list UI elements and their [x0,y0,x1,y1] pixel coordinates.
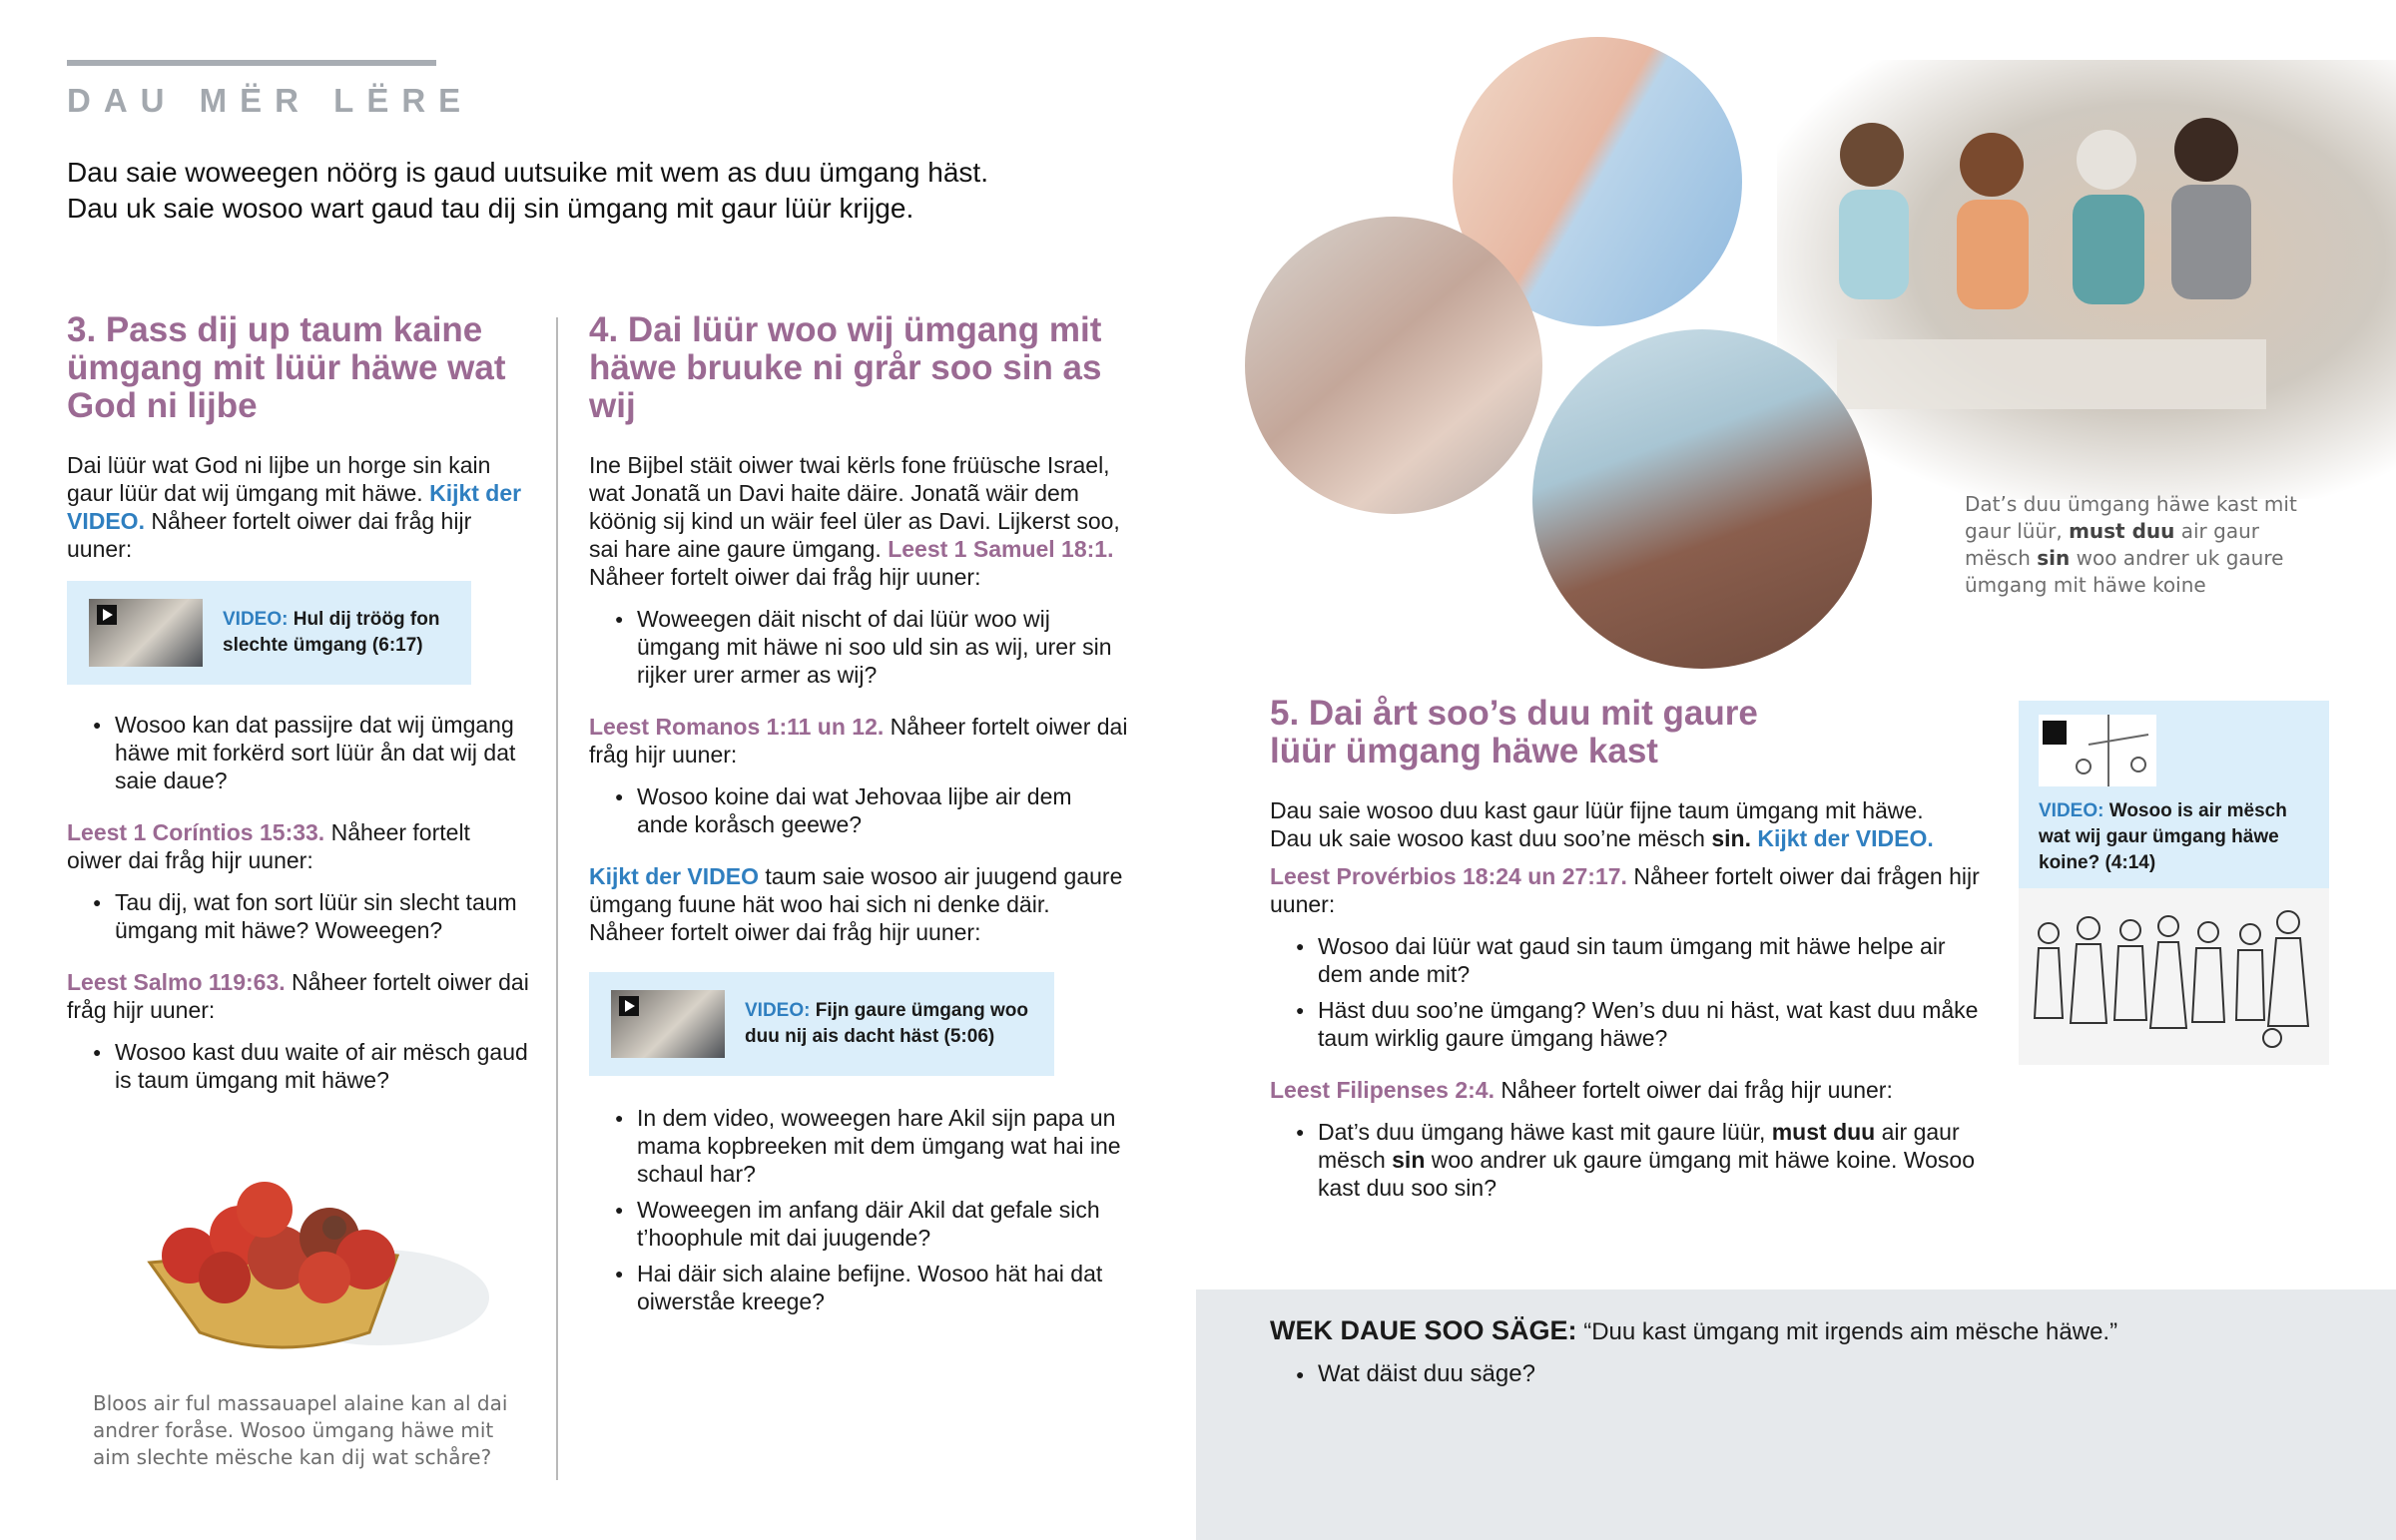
question-item: ● Wosoo kan dat passijre dat wij ümgang häwe mit forkërd sort lüür ån dat wij dat saie daue? [67,711,531,794]
watch-video-link[interactable]: Kijkt der VIDEO. [1757,825,1934,851]
scripture-reference: Leest Romanos 1:11 un 12. Nåheer fortelt oiwer dai fråg hijr uuner: [589,714,1128,768]
video-card-section-3[interactable] [67,581,471,685]
people-line-drawing [2019,888,2329,1065]
question-item: ● Hai däir sich alaine befijne. Wosoo hät hai dat oiwerståe kreege? [589,1260,1128,1315]
section-label: DAU MËR LËRE [67,82,474,119]
question-list [589,782,1128,838]
scripture-link[interactable]: Leest 1 Coríntios 15:33. [67,819,325,845]
question-list [589,605,1128,689]
quote-line [1270,1315,2368,1347]
group-photo [1777,60,2396,499]
video-prefix: VIDEO: [223,609,289,630]
scripture-reference: Leest 1 Coríntios 15:33. Nåheer fortelt oiwer dai fråg hijr uuner: [67,819,470,873]
video-card-text [745,998,1032,1050]
video-card-section-5[interactable] [2019,701,2329,1065]
section-5 [1270,695,1984,1226]
intro-text [67,155,1165,227]
quote-text: “Duu kast ümgang mit irgends aim mësche häwe.” [1583,1318,2118,1345]
scripture-link[interactable]: Leest Salmo 119:63. [67,969,286,995]
question-list [1270,1118,1984,1202]
video-prefix: VIDEO: [745,1000,811,1021]
question-item: ● Tau dij, wat fon sort lüür sin slecht taum ümgang mit häwe? Woweegen? [67,888,531,944]
video-card-text [2039,798,2313,876]
scripture-link[interactable]: Leest Filipenses 2:4. [1270,1077,1495,1103]
section-5-paragraph: Dau saie wosoo duu kast gaur lüür fijne taum ümgang mit häwe. Dau uk saie wosoo kast duu soo’ne mësch sin. Kijkt der VIDEO. [1270,797,1934,851]
column-divider [556,317,558,1480]
question-list [1270,1359,2368,1389]
section-4 [589,311,1128,1339]
header-rule [67,60,436,66]
question-item: ● Wosoo koine dai wat Jehovaa lijbe air dem ande koråsch geewe? [589,782,1128,838]
intro-line-1: Dau saie woweegen nöörg is gaud uutsuike mit wem as duu ümgang häst. [67,157,988,188]
intro-line-2: Dau uk saie wosoo wart gaud tau dij sin ümgang mit gaur lüür krijge. [67,193,914,224]
video-thumbnail[interactable] [2039,715,2156,786]
question-item: ● Wosoo dai lüür wat gaud sin taum ümgang mit häwe helpe air dem ande mit? [1270,932,1984,988]
question-item: ● Woweegen im anfang däir Akil dat gefale sich t’hoophule mit dai juugende? [589,1196,1128,1252]
scripture-reference: Leest Provérbios 18:24 un 27:17. Nåheer fortelt oiwer dai frågen hijr uuner: [1270,863,1980,917]
section-3-paragraph: Dai lüür wat God ni lijbe un horge sin kain gaur lüür dat wij ümgang mit häwe. Kijkt der VIDEO. Nåheer fortelt oiwer dai fråg hijr uuner: [67,452,522,562]
video-thumbnail[interactable] [89,599,203,667]
question-item: ● Woweegen däit nischt of dai lüür woo wij ümgang mit häwe ni soo uld sin as wij, urer sin rijker urer armer as wij? [589,605,1128,689]
video-card-section-4[interactable] [589,972,1054,1076]
section-3-title: 3. Pass dij up taum kaine ümgang mit lüür häwe wat God ni lijbe [67,310,506,425]
question-item: ● Häst duu soo’ne ümgang? Wen’s duu ni häst, wat kast duu måke taum wirklig gaure ümgang häwe? [1270,996,1984,1052]
scripture-link[interactable]: Leest Provérbios 18:24 un 27:17. [1270,863,1627,889]
question-list [67,888,531,944]
play-icon [619,996,639,1016]
section-4-title: 4. Dai lüür woo wij ümgang mit häwe bruuke ni grår soo sin as wij [589,310,1102,425]
section-4-paragraph: Ine Bijbel stäit oiwer twai kërls fone früüsche Israel, wat Jonatã un Davi haite däire. Jonatã wäir dem köönig sij kind un wäir feel üler as Davi. Lijkerst soo, sai hare aine gaure ümgang. Leest 1 Samuel 18:1. Nåheer fortelt oiwer dai fråg hijr uuner: [589,452,1120,590]
illustration-caption: Bloos air ful massauapel alaine kan al dai andrer foråse. Wosoo ümgang häwe mit aim slechte mësche kan dij wat schåre? [93,1391,508,1469]
question-item: ● Dat’s duu ümgang häwe kast mit gaure lüür, must duu air gaur mësch sin woo andrer uk gaure ümgang mit häwe koine. Wosoo kast duu soo sin? [1270,1118,1984,1202]
question-list [589,1104,1128,1315]
scripture-reference: Leest Salmo 119:63. Nåheer fortelt oiwer dai fråg hijr uuner: [67,969,529,1023]
photo-caption: Dat’s duu ümgang häwe kast mit gaur lüür, must duu air gaur mësch sin woo andrer uk gaure ümgang mit häwe koine [1965,492,2297,597]
play-icon [97,605,117,625]
question-list [67,1038,531,1094]
quote-label: WEK DAUE SOO SÄGE: [1270,1315,1577,1345]
section-5-title: 5. Dai årt soo’s duu mit gaure lüür ümgang häwe kast [1270,694,1758,770]
scripture-link[interactable]: Leest Romanos 1:11 un 12. [589,714,885,740]
quote-block [1270,1315,2368,1413]
apple-bowl-illustration [130,1128,489,1377]
watch-video-link[interactable]: Kijkt der VIDEO [589,863,759,889]
question-item: ● Wat däist duu säge? [1270,1359,2368,1389]
video-thumbnail[interactable] [611,990,725,1058]
video-card-text [223,607,449,659]
watch-video-link[interactable]: Kijkt der VIDEO. [67,480,522,534]
video-title: Wosoo is air mësch wat wij gaur ümgang häwe koine? (4:14) [2039,800,2287,873]
question-list [67,711,531,794]
section-3 [67,311,531,1118]
question-item: ● Wosoo kast duu waite of air mësch gaud is taum ümgang mit häwe? [67,1038,531,1094]
comforting-friend-photo [1532,329,1872,669]
video-title: Fijn gaure ümgang woo duu nij ais dacht häst (5:06) [745,1000,1028,1047]
visit-elderly-photo [1245,217,1542,514]
question-list [1270,932,1984,1052]
scripture-reference: Leest Filipenses 2:4. Nåheer fortelt oiwer dai fråg hijr uuner: [1270,1077,1893,1103]
scripture-link[interactable]: Leest 1 Samuel 18:1. [888,536,1114,562]
question-item: ● In dem video, woweegen hare Akil sijn papa un mama kopbreeken mit dem ümgang wat hai ine schaul har? [589,1104,1128,1188]
section-4-video-intro: Kijkt der VIDEO taum saie wosoo air juugend gaure ümgang fuune hät woo hai sich ni denke däir. Nåheer fortelt oiwer dai fråg hijr uuner: [589,863,1123,945]
video-prefix: VIDEO: [2039,800,2104,821]
video-title: Hul dij tröög fon slechte ümgang (6:17) [223,609,440,656]
